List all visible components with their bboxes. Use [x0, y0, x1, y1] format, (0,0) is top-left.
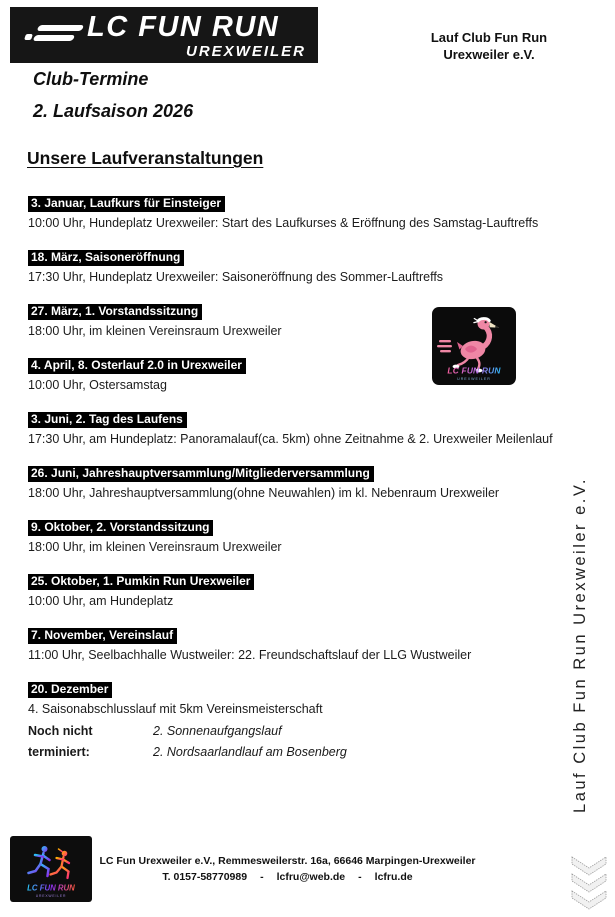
footer-website: lcfru.de — [374, 871, 413, 883]
event-item — [28, 518, 576, 555]
flamingo-logo-subtitle: UREXWEILER — [457, 376, 491, 381]
sidebar-vertical-text: Lauf Club Fun Run Urexweiler e.V. — [571, 477, 589, 813]
event-date-badge: 9. Oktober, 2. Vorstandssitzung — [28, 520, 213, 536]
chevron-down-icon[interactable] — [572, 874, 606, 892]
unscheduled-item: 2. Sonnenaufgangslauf — [153, 724, 282, 738]
event-item — [28, 464, 576, 501]
club-name-line2: Urexweiler e.V. — [443, 47, 535, 62]
flamingo-logo — [432, 307, 516, 385]
event-date-badge: 26. Juni, Jahreshauptversammlung/Mitgliederversammlung — [28, 466, 374, 482]
unscheduled-item: 2. Nordsaarlandlauf am Bosenberg — [153, 745, 347, 759]
event-item — [28, 410, 576, 447]
flamingo-logo-title: LC FUN RUN — [447, 365, 501, 376]
event-date-badge: 18. März, Saisoneröffnung — [28, 250, 184, 266]
footer-contact-line — [85, 871, 490, 883]
event-detail: 17:30 Uhr, am Hundeplatz: Panoramalauf(ca. 5km) ohne Zeitnahme & 2. Urexweiler Meilenlauf — [28, 432, 553, 446]
footer-separator: - — [358, 871, 362, 883]
event-item — [28, 248, 576, 285]
event-date-badge: 20. Dezember — [28, 682, 112, 698]
event-detail: 11:00 Uhr, Seelbachhalle Wustweiler: 22. Freundschaftslauf der LLG Wustweiler — [28, 648, 472, 662]
flamingo-runner-icon — [432, 307, 516, 385]
event-detail: 10:00 Uhr, am Hundeplatz — [28, 594, 174, 608]
doc-title — [33, 68, 193, 122]
events-list — [28, 194, 576, 734]
event-detail: 10:00 Uhr, Ostersamstag — [28, 378, 167, 392]
scroll-chevrons[interactable] — [571, 856, 607, 912]
runners-logo-subtitle: UREXWEILER — [35, 894, 67, 898]
footer-address: LC Fun Urexweiler e.V., Remmesweilerstr. 16a, 66646 Marpingen-Urexweiler — [99, 855, 476, 867]
event-date-badge: 3. Januar, Laufkurs für Einsteiger — [28, 196, 225, 212]
speed-lines-icon — [10, 7, 88, 63]
unscheduled-section — [28, 721, 347, 763]
doc-title-line2: 2. Laufsaison 2026 — [33, 101, 194, 121]
event-date-badge: 25. Oktober, 1. Pumkin Run Urexweiler — [28, 574, 254, 590]
event-detail: 4. Saisonabschlusslauf mit 5km Vereinsmeisterschaft — [28, 702, 323, 716]
event-detail: 18:00 Uhr, im kleinen Vereinsraum Urexweiler — [28, 324, 282, 338]
runners-logo-title: LC FUN RUN — [27, 883, 75, 893]
banner-title: LC FUN RUN — [87, 11, 280, 43]
event-date-badge: 4. April, 8. Osterlauf 2.0 in Urexweiler — [28, 358, 246, 374]
section-heading: Unsere Laufveranstaltungen — [27, 148, 264, 168]
event-item — [28, 572, 576, 609]
event-item — [28, 194, 576, 231]
chevron-down-icon[interactable] — [572, 857, 606, 875]
chevron-down-icon[interactable] — [572, 891, 606, 909]
event-detail: 10:00 Uhr, Hundeplatz Urexweiler: Start des Laufkurses & Eröffnung des Samstag-Lauftreffs — [28, 216, 539, 230]
event-item — [28, 626, 576, 663]
footer-runners-logo — [10, 836, 92, 902]
footer-separator: - — [260, 871, 264, 883]
event-item — [28, 680, 576, 717]
footer-email: lcfru@web.de — [276, 871, 346, 883]
banner-subtitle: UREXWEILER — [185, 43, 306, 60]
two-runners-icon — [10, 836, 92, 902]
doc-title-line1: Club-Termine — [33, 69, 149, 89]
unscheduled-items — [153, 721, 347, 763]
event-date-badge: 7. November, Vereinslauf — [28, 628, 177, 644]
club-logo-banner — [10, 7, 318, 63]
footer-contact — [85, 854, 490, 883]
event-date-badge: 27. März, 1. Vorstandssitzung — [28, 304, 202, 320]
footer-phone: T. 0157-58770989 — [162, 871, 248, 883]
unscheduled-label: Noch nicht terminiert: — [28, 724, 93, 759]
club-name-line1: Lauf Club Fun Run — [430, 30, 548, 45]
event-detail: 18:00 Uhr, Jahreshauptversammlung(ohne Neuwahlen) im kl. Nebenraum Urexweiler — [28, 486, 500, 500]
event-detail: 18:00 Uhr, im kleinen Vereinsraum Urexweiler — [28, 540, 282, 554]
event-date-badge: 3. Juni, 2. Tag des Laufens — [28, 412, 187, 428]
event-detail: 17:30 Uhr, Hundeplatz Urexweiler: Saisoneröffnung des Sommer-Lauftreffs — [28, 270, 444, 284]
club-name — [408, 29, 570, 63]
